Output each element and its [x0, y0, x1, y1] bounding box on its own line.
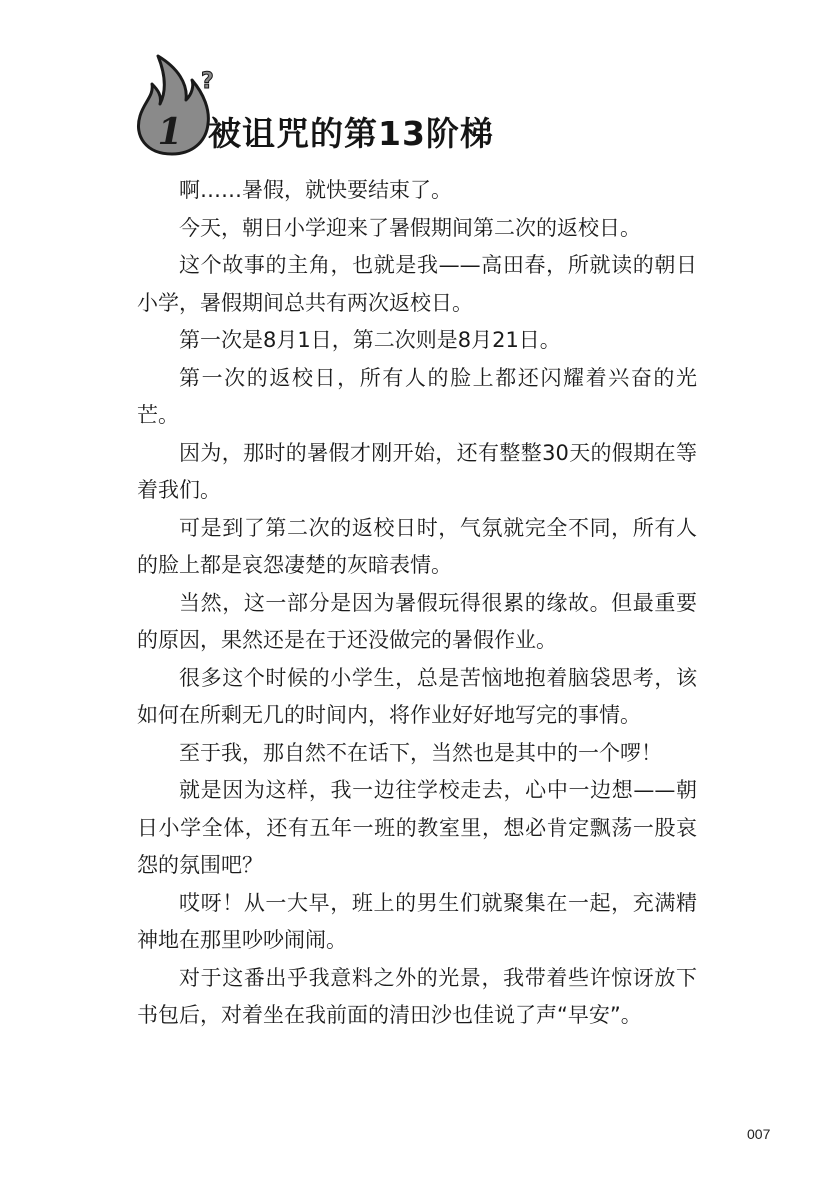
paragraph: 就是因为这样，我一边往学校走去，心中一边想——朝日小学全体，还有五年一班的教室里，想必肯定飘荡一股哀怨的氛围吧？ [137, 778, 697, 877]
chapter-header [132, 50, 652, 165]
paragraph: 第一次是8月1日，第二次则是8月21日。 [179, 328, 561, 352]
paragraph: 哎呀！从一大早，班上的男生们就聚集在一起，充满精神地在那里吵吵闹闹。 [137, 890, 697, 952]
paragraph: 至于我，那自然不在话下，当然也是其中的一个啰！ [179, 740, 662, 765]
paragraph: 因为，那时的暑假才刚开始，还有整整30天的假期在等着我们。 [137, 440, 697, 502]
chapter-title: 被诅咒的第13阶梯 [208, 114, 494, 153]
paragraph: 今天，朝日小学迎来了暑假期间第二次的返校日。 [179, 215, 641, 240]
paragraph: 啊……暑假，就快要结束了。 [179, 178, 452, 202]
paragraph: 第一次的返校日，所有人的脸上都还闪耀着兴奋的光芒。 [137, 365, 697, 427]
paragraph: 当然，这一部分是因为暑假玩得很累的缘故。但最重要的原因，果然还是在于还没做完的暑假作业。 [137, 590, 697, 652]
paragraph: 这个故事的主角，也就是我——高田春，所就读的朝日小学，暑假期间总共有两次返校日。 [137, 253, 697, 315]
page-number: 007 [747, 1126, 771, 1142]
paragraph: 可是到了第二次的返校日时，气氛就完全不同，所有人的脸上都是哀怨凄楚的灰暗表情。 [137, 515, 697, 577]
body-text [137, 172, 697, 1035]
question-mark-icon: ? [201, 69, 214, 94]
ghost-flame-icon [132, 50, 212, 158]
paragraph: 对于这番出乎我意料之外的光景，我带着些许惊讶放下书包后，对着坐在我前面的清田沙也佳说了声“早安”。 [137, 965, 697, 1027]
chapter-number: 1 [157, 111, 183, 153]
paragraph: 很多这个时候的小学生，总是苦恼地抱着脑袋思考，该如何在所剩无几的时间内，将作业好好地写完的事情。 [137, 665, 697, 727]
